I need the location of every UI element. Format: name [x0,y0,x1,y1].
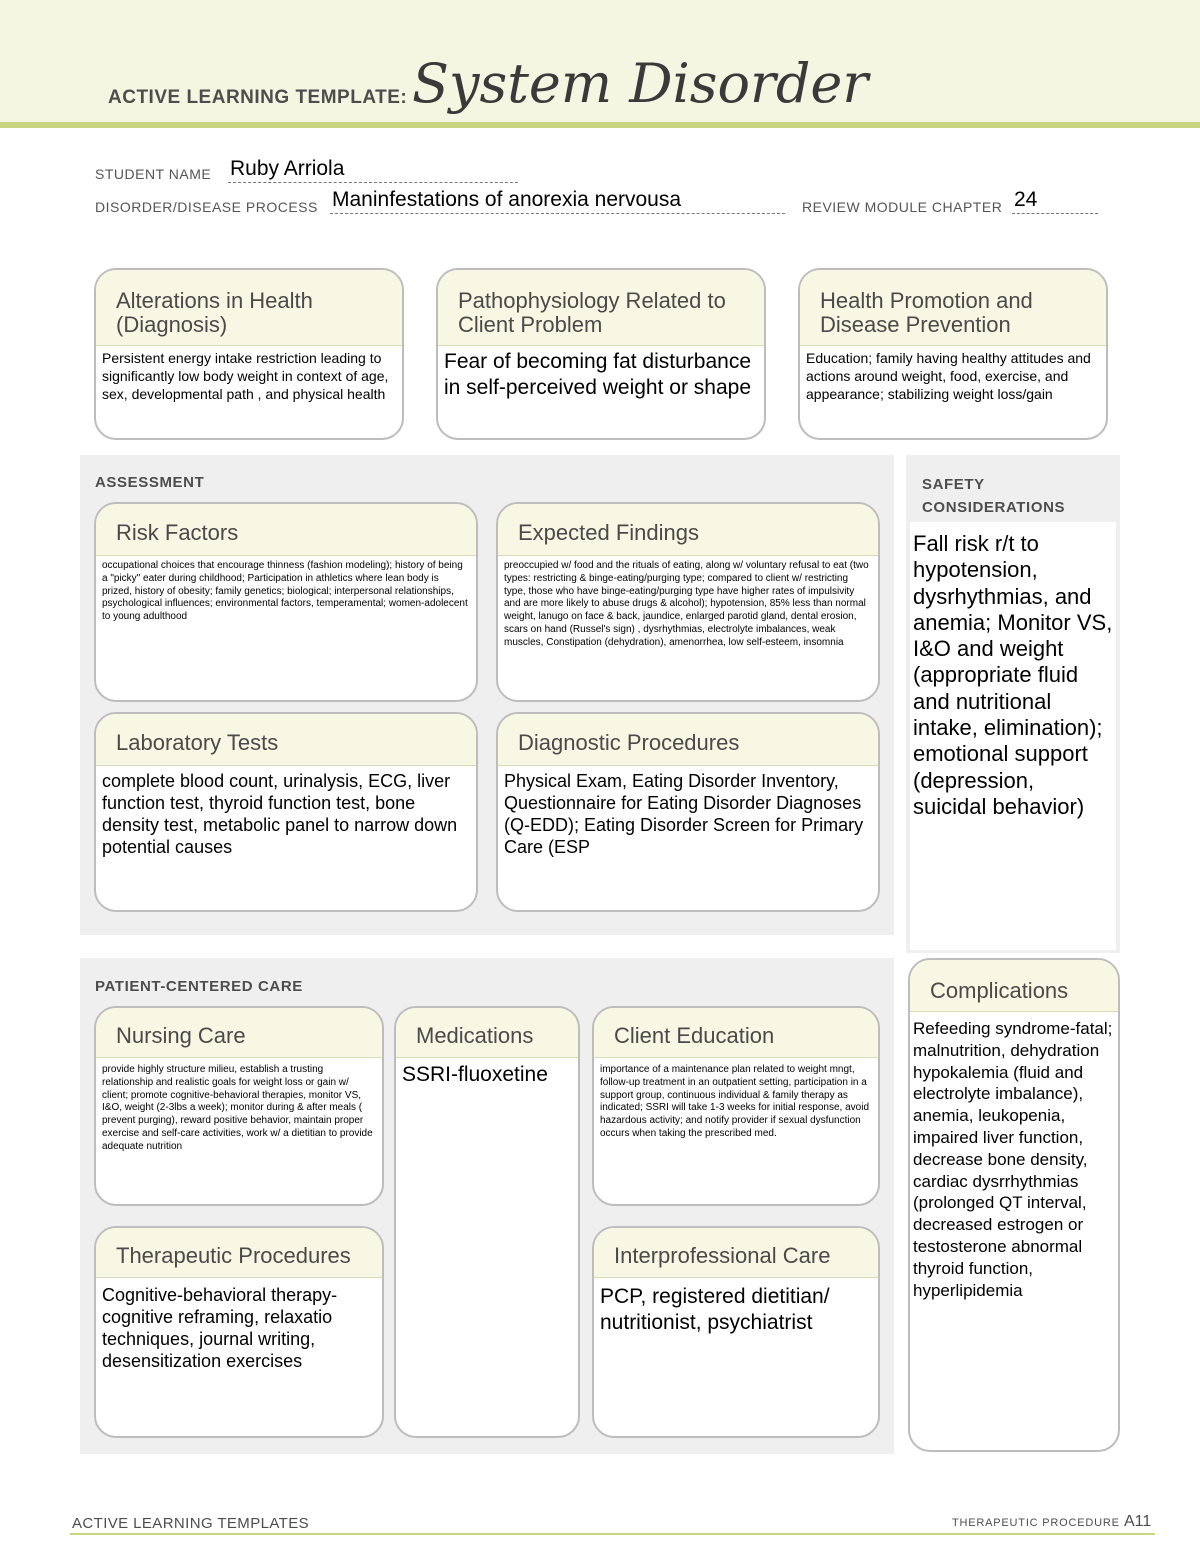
client-education-text[interactable]: importance of a maintenance plan related to weight mngt, follow-up treatment in an outpatient setting, participation in a support group, continuous individual & family therapy as indicated; SSRI will take 1-3 weeks for initial response, avoid hazardous activity; and notify provider if sexual dysfunction occurs when taking the prescribed med. [600,1064,870,1139]
page-number: A11 [1124,1513,1152,1530]
interprofessional-care-text[interactable]: PCP, registered dietitian/ nutritionist, psychiatrist [600,1285,830,1334]
client-education-title: Client Education [594,1008,878,1058]
disorder-line [330,213,785,214]
interprofessional-care-title: Interprofessional Care [594,1228,878,1278]
client-education-box [592,1006,880,1206]
nursing-care-box [94,1006,384,1206]
footer-rule [70,1533,1155,1535]
risk-factors-text[interactable]: occupational choices that encourage thinness (fashion modeling); history of being a "picky" eater during childhood; Participation in athletics where lean body is prized, history of obesity; family genetics; biological; interpersonal relationships, psychological influences; environmental factors, temperamental; women-adolecent to young adulthood [102,560,468,623]
template-title: System Disorder [412,52,869,115]
interprofessional-care-box [592,1226,880,1438]
diagnostic-procedures-title: Diagnostic Procedures [498,714,878,766]
complications-title: Complications [910,960,1118,1012]
footer-left: ACTIVE LEARNING TEMPLATES [72,1515,309,1532]
pathophysiology-text[interactable]: Fear of becoming fat disturbance in self-perceived weight or shape [444,350,752,399]
expected-findings-box [496,502,880,702]
diagnostic-procedures-text[interactable]: Physical Exam, Eating Disorder Inventory, Questionnaire for Eating Disorder Diagnoses (Q-EDD); Eating Disorder Screen for Primary Care (ESP [504,771,864,857]
student-name-field[interactable]: Ruby Arriola [230,157,345,180]
diagnostic-procedures-box [496,712,880,912]
lab-tests-box [94,712,478,912]
disorder-field[interactable]: Maninfestations of anorexia nervousa [332,188,682,211]
chapter-field[interactable]: 24 [1014,188,1038,211]
medications-title: Medications [396,1008,578,1058]
medications-text[interactable]: SSRI-fluoxetine [402,1063,548,1086]
complications-text[interactable]: Refeeding syndrome-fatal; malnutrition, dehydration hypokalemia (fluid and electrolyte imbalance), anemia, leukopenia, impaired liver function, decrease bone density, cardiac dysrrhythmias (prolonged QT interval, decreased estrogen or testosterone abnormal thyroid function, hyperlipidemia [913,1019,1113,1300]
risk-factors-box [94,502,478,702]
nursing-care-text[interactable]: provide highly structure milieu, establish a trusting relationship and realistic goals for weight loss or gain w/ client; promote cognitive-behavioral therapies, monitor VS, I&O, weight (2-3lbs a week); monitor during & after meals ( prevent purging), reward positive behavior, maintain proper exercise and self-care activities, work w/ a dietitian to provide adequate nutrition [102,1064,373,1152]
lab-tests-text[interactable]: complete blood count, urinalysis, ECG, liver function test, thyroid function test, bone density test, metabolic panel to narrow down potential causes [102,771,458,857]
alterations-box [94,268,404,440]
safety-text[interactable]: Fall risk r/t to hypotension, dysrhythmias, and anemia; Monitor VS, I&O and weight (appropriate fluid and nutritional intake, elimination); emotional support (depression, suicidal behavior) [913,531,1113,819]
therapeutic-procedures-box [94,1226,384,1438]
health-promotion-box [798,268,1108,440]
therapeutic-procedures-title: Therapeutic Procedures [96,1228,382,1278]
disorder-label: DISORDER/DISEASE PROCESS [95,199,318,215]
assessment-label: ASSESSMENT [95,474,205,491]
expected-findings-text[interactable]: preoccupied w/ food and the rituals of eating, along w/ voluntary refusal to eat (two types: restricting & binge-eating/purging type; compared to client w/ restricting type, those who have binge-eating/purging type have higher rates of impulsivity and are more likely to abuse drugs & alcohol); hypotension, 85% less than normal weight, lanugo on face & back, jaundice, enlarged parotid gland, dental erosion, scars on hand (Russel's sign) , dysrhythmias, electrolyte imbalances, weak muscles, Constipation (dehydration), amenorrhea, low self-esteem, insomnia [504,560,869,648]
student-name-line [228,182,518,183]
health-promotion-title: Health Promotion and Disease Prevention [800,270,1106,346]
chapter-line [1012,213,1098,214]
expected-findings-title: Expected Findings [498,504,878,556]
pathophysiology-box [436,268,766,440]
header-rule [0,122,1200,128]
nursing-care-title: Nursing Care [96,1008,382,1058]
student-name-label: STUDENT NAME [95,166,212,182]
template-label: ACTIVE LEARNING TEMPLATE: [108,87,408,108]
therapeutic-procedures-text[interactable]: Cognitive-behavioral therapy- cognitive reframing, relaxatio techniques, journal writing, desensitization exercises [102,1285,338,1371]
lab-tests-title: Laboratory Tests [96,714,476,766]
footer-right: THERAPEUTIC PROCEDURE [952,1517,1120,1529]
pathophysiology-title: Pathophysiology Related to Client Problem [438,270,764,346]
health-promotion-text[interactable]: Education; family having healthy attitudes and actions around weight, food, exercise, and appearance; stabilizing weight loss/gain [806,350,1091,402]
complications-box [908,958,1120,1452]
safety-label: SAFETY CONSIDERATIONS [922,476,1066,516]
patient-care-label: PATIENT-CENTERED CARE [95,978,303,995]
alterations-text[interactable]: Persistent energy intake restriction leading to significantly low body weight in context of age, sex, developmental path , and physical health [102,350,389,402]
chapter-label: REVIEW MODULE CHAPTER [802,199,1003,215]
medications-box [394,1006,580,1438]
risk-factors-title: Risk Factors [96,504,476,556]
alterations-title: Alterations in Health (Diagnosis) [96,270,402,346]
